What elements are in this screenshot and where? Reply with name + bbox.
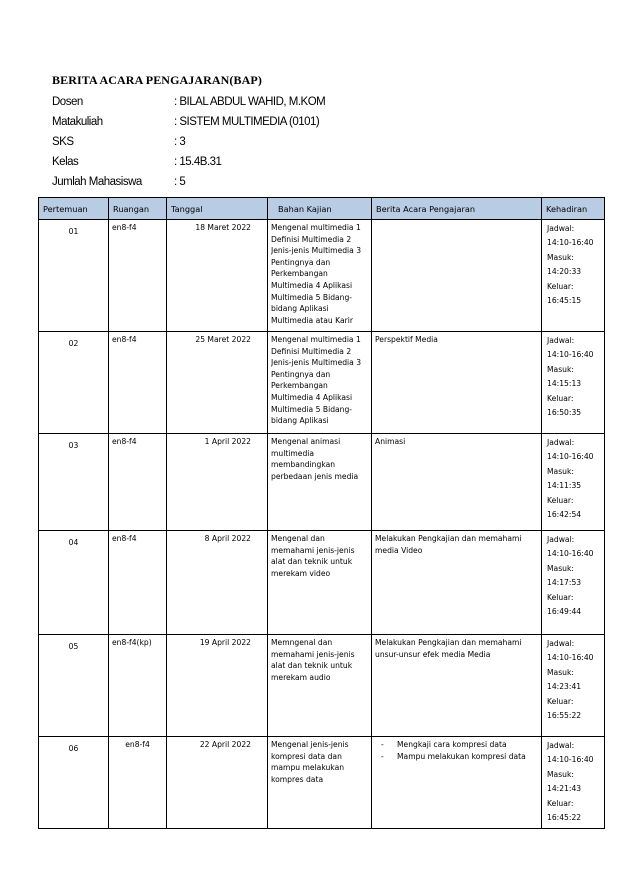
cell-bahan-kajian: Mengenal dan memahami jenis-jenis alat dan teknik untuk merekam video (268, 531, 372, 635)
cell-ruangan: en8-f4 (109, 434, 167, 531)
info-row-kelas (52, 155, 325, 175)
cell-bahan-kajian: Memngenal dan memahami jenis-jenis alat dan teknik untuk merekam audio (268, 635, 372, 737)
list-item: - Mengkaji cara kompresi data (375, 739, 538, 751)
info-row-jumlah-mahasiswa (52, 175, 325, 195)
cell-pertemuan: 06 (39, 737, 109, 829)
cell-berita-acara: Perspektif Media (372, 332, 542, 434)
attendance-label: Keluar: (547, 393, 574, 403)
attendance-value: 16:45:15 (547, 296, 582, 306)
attendance-value: 14:21:43 (547, 784, 582, 794)
attendance-value: 14:11:35 (547, 481, 582, 491)
cell-berita-acara: Animasi (372, 434, 542, 531)
attendance-label: Keluar: (547, 696, 574, 706)
attendance-label: Keluar: (547, 281, 574, 291)
info-row-dosen (52, 95, 325, 115)
cell-pertemuan: 01 (39, 220, 109, 332)
cell-tanggal: 19 April 2022 (167, 635, 268, 737)
info-value: : 3 (174, 136, 186, 148)
attendance-label: Masuk: (547, 667, 574, 677)
cell-bahan-kajian (268, 332, 372, 434)
attendance-label: Keluar: (547, 798, 574, 808)
attendance-value: 14:17:53 (547, 578, 582, 588)
cell-kehadiran (542, 220, 605, 332)
info-value: : 15.4B.31 (174, 156, 222, 168)
attendance-label: Masuk: (547, 769, 574, 779)
attendance-label: Jadwal: (547, 336, 575, 345)
cell-tanggal: 8 April 2022 (167, 531, 268, 635)
cell-pertemuan: 04 (39, 531, 109, 635)
attendance-label: Masuk: (547, 252, 574, 262)
info-row-matakuliah (52, 115, 325, 135)
attendance-label: Masuk: (547, 466, 574, 476)
cell-pertemuan: 02 (39, 332, 109, 434)
document-title: BERITA ACARA PENGAJARAN(BAP) (52, 73, 262, 87)
bap-table (38, 197, 605, 829)
cell-kehadiran (542, 531, 605, 635)
attendance-label: Jadwal: (547, 224, 575, 233)
attendance-label: Jadwal: (547, 535, 575, 544)
info-value: : SISTEM MULTIMEDIA (0101) (174, 116, 320, 128)
attendance-label: Keluar: (547, 592, 574, 602)
attendance-value: 16:55:22 (547, 711, 582, 721)
cell-bahan-kajian (268, 220, 372, 332)
cell-berita-acara (372, 220, 542, 332)
cell-ruangan: en8-f4(kp) (109, 635, 167, 737)
attendance-value: 14:10-16:40 (547, 549, 594, 559)
attendance-value: 14:15:13 (547, 379, 582, 389)
header-kehadiran: Kehadiran (542, 198, 605, 220)
table-row (39, 332, 605, 434)
cell-tanggal: 22 April 2022 (167, 737, 268, 829)
berita-list (375, 739, 538, 762)
cell-ruangan: en8-f4 (109, 737, 167, 829)
cell-berita-acara: Melakukan Pengkajian dan memahami unsur-unsur efek media Media (372, 635, 542, 737)
info-label: Matakuliah (52, 116, 103, 128)
cell-ruangan: en8-f4 (109, 531, 167, 635)
attendance-label: Jadwal: (547, 741, 575, 750)
attendance-value: 16:49:44 (547, 607, 582, 617)
table-row (39, 220, 605, 332)
cell-kehadiran (542, 332, 605, 434)
course-info (52, 95, 325, 195)
cell-berita-acara (372, 737, 542, 829)
info-value: : 5 (174, 176, 186, 188)
table-row (39, 531, 605, 635)
cell-text: Mengenal multimedia 1 Definisi Multimedia 2 Jenis-jenis Multimedia 3 Pentingnya dan Perkembangan Multimedia 4 Aplikasi Multimedia 5 Bidang-bidang Aplikasi (271, 335, 362, 426)
cell-text: Mengenal multimedia 1 Definisi Multimedia 2 Jenis-jenis Multimedia 3 Pentingnya dan Perkembangan Multimedia 4 Aplikasi Multimedia 5 Bidang-bidang Aplikasi Multimedia atau Karir (271, 223, 362, 325)
cell-berita-acara: Melakukan Pengkajian dan memahami media Video (372, 531, 542, 635)
attendance-value: 14:23:41 (547, 682, 582, 692)
info-label: Dosen (52, 96, 83, 108)
attendance-value: 16:42:54 (547, 510, 582, 520)
info-label: Jumlah Mahasiswa (52, 176, 142, 188)
header-ruangan: Ruangan (109, 198, 167, 220)
attendance-value: 14:10-16:40 (547, 653, 594, 663)
attendance-label: Keluar: (547, 495, 574, 505)
cell-pertemuan: 03 (39, 434, 109, 531)
attendance-value: 14:10-16:40 (547, 452, 594, 462)
cell-tanggal: 1 April 2022 (167, 434, 268, 531)
attendance-value: 16:45:22 (547, 813, 582, 823)
cell-tanggal: 25 Maret 2022 (167, 332, 268, 434)
attendance-value: 14:10-16:40 (547, 350, 594, 360)
attendance-value: 14:20:33 (547, 267, 582, 277)
header-bahan-kajian: Bahan Kajian (268, 198, 372, 220)
list-item: - Mampu melakukan kompresi data (375, 751, 538, 763)
cell-kehadiran (542, 434, 605, 531)
table-row (39, 434, 605, 531)
cell-bahan-kajian: Mengenal animasi multimedia membandingkan perbedaan jenis media (268, 434, 372, 531)
table-row (39, 737, 605, 829)
table-header-row (39, 198, 605, 220)
table-row (39, 635, 605, 737)
cell-tanggal: 18 Maret 2022 (167, 220, 268, 332)
cell-ruangan: en8-f4 (109, 332, 167, 434)
cell-pertemuan: 05 (39, 635, 109, 737)
info-value: : BILAL ABDUL WAHID, M.KOM (174, 96, 326, 108)
attendance-value: 14:10-16:40 (547, 755, 594, 765)
header-tanggal: Tanggal (167, 198, 268, 220)
info-label: Kelas (52, 156, 79, 168)
header-berita-acara: Berita Acara Pengajaran (372, 198, 542, 220)
attendance-label: Masuk: (547, 364, 574, 374)
cell-kehadiran (542, 635, 605, 737)
cell-kehadiran (542, 737, 605, 829)
cell-bahan-kajian: Mengenal jenis-jenis kompresi data dan mampu melakukan kompres data (268, 737, 372, 829)
cell-ruangan: en8-f4 (109, 220, 167, 332)
attendance-label: Jadwal: (547, 639, 575, 648)
attendance-value: 14:10-16:40 (547, 238, 594, 248)
attendance-label: Masuk: (547, 563, 574, 573)
attendance-value: 16:50:35 (547, 408, 582, 418)
info-row-sks (52, 135, 325, 155)
attendance-label: Jadwal: (547, 438, 575, 447)
info-label: SKS (52, 136, 74, 148)
header-pertemuan: Pertemuan (39, 198, 109, 220)
